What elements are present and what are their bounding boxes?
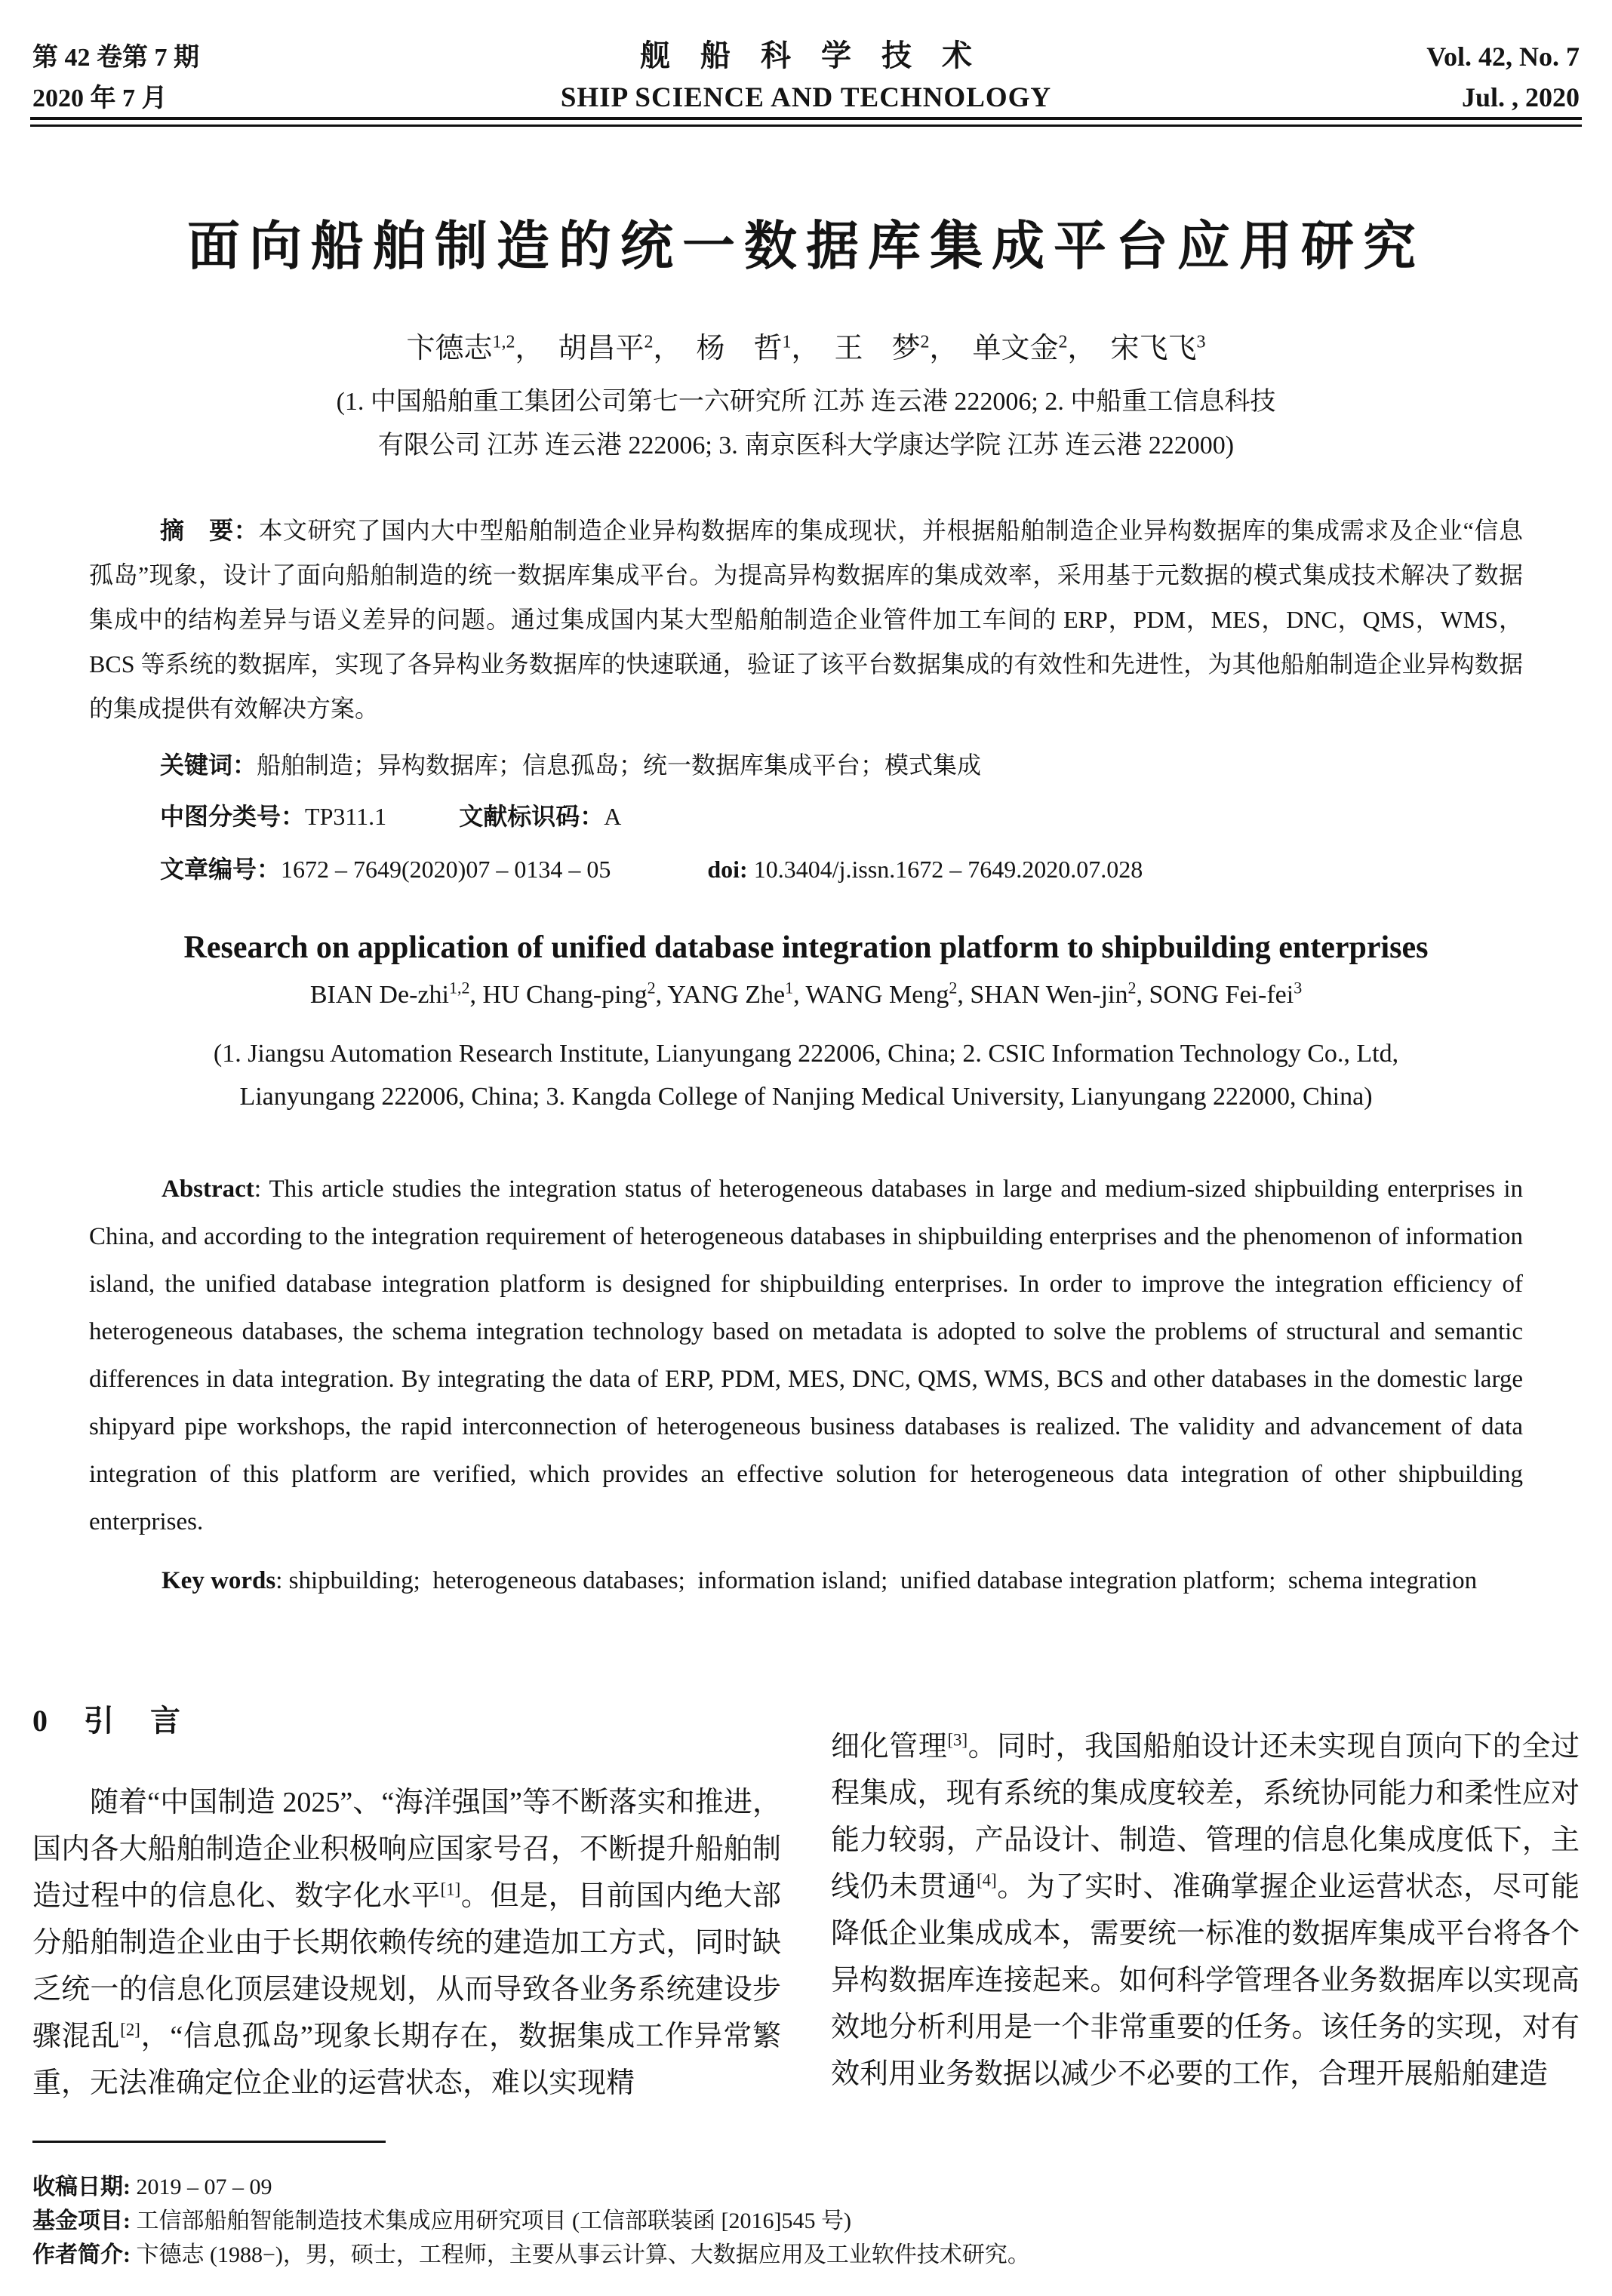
affiliations-en [0,1032,1612,1118]
affiliation-en-line-2: Lianyungang 222006, China; 3. Kangda College of Nanjing Medical University, Lianyungang 222000, China) [239,1083,1373,1111]
intro-column-right [831,1723,1580,2098]
journal-name-en: SHIP SCIENCE AND TECHNOLOGY [560,82,1052,113]
intro-paragraph-right: 细化管理[3]。同时，我国船舶设计还未实现自顶向下的全过程集成，现有系统的集成度较差，系统协同能力和柔性应对能力较弱，产品设计、制造、管理的信息化集成度低下，主线仍未贯通[4]。为了实时、准确掌握企业运营状态，尽可能降低企业集成成本，需要统一标准的数据库集成平台将各个异构数据库连接起来。如何科学管理各业务数据库以实现高效地分析利用是一个非常重要的任务。该任务的实现，对有效利用业务数据以减少不必要的工作，合理开展船舶建造 [831,1730,1580,2090]
keywords-cn: 关键词：船舶制造；异构数据库；信息孤岛；统一数据库集成平台；模式集成 [160,752,982,779]
volume-info-en: Vol. 42, No. 7 [1426,41,1580,72]
page-footnotes [32,2170,1580,2272]
issue-date-cn: 2020 年 7 月 [32,85,168,112]
received-date-line: 收稿日期: 2019 – 07 – 09 [32,2175,272,2199]
authors-cn: 卞德志$^{1,2}$， 胡昌平$^2$， 杨 哲$^1$， 王 梦$^2$， 单文金$^2$， 宋飞飞$^3$ [406,332,1206,364]
article-title-cn: 面向船舶制造的统一数据库集成平台应用研究 [187,218,1425,276]
issue-date-en: Jul. , 2020 [1461,82,1580,112]
article-title-en: Research on application of unified database integration platform to shipbuilding enterprises [183,930,1429,965]
abstract-en: Abstract: This article studies the integration status of heterogeneous databases in large and medium-sized shipbuilding enterprises in China, and according to the integration requirement of heterogeneous databases in shipbuilding enterprises and the phenomenon of information island, the unified database integration platform is designed for shipbuilding enterprises. In order to improve the integration efficiency of heterogeneous databases, the schema integration technology based on metadata is adopted to solve the problems of structural and semantic differences in data integration. By integrating the data of ERP, PDM, MES, DNC, QMS, WMS, BCS and other databases in the domestic large shipyard pipe workshops, the rapid interconnection of heterogeneous business databases is realized. The validity and advancement of data integration of this platform are verified, which provides an effective solution for heterogeneous data integration of other shipbuilding enterprises. [89,1176,1523,1535]
author-bio-line: 作者简介: 卞德志 (1988−)，男，硕士，工程师，主要从事云计算、大数据应用及工业软件技术研究。 [32,2242,1030,2267]
affiliations-cn [0,380,1612,468]
authors-en: BIAN De-zhi$^{1,2}$, HU Chang-ping$^2$, YANG Zhe$^1$, WANG Meng$^2$, SHAN Wen-jin$^2$, SONG Fei-fei$^3$ [309,978,1303,1009]
journal-name-cn: 舰 船 科 学 技 术 [639,38,972,72]
header-divider [30,117,1582,127]
intro-paragraph-left: 随着“中国制造 2025”、“海洋强国”等不断落实和推进，国内各大船舶制造企业积极响应国家号召，不断提升船舶制造过程中的信息化、数字化水平[1]。但是，目前国内绝大部分船舶制造企业由于长期依赖传统的建造加工方式，同时缺乏统一的信息化顶层建设规划，从而导致各业务系统建设步骤混乱[2]，“信息孤岛”现象长期存在，数据集成工作异常繁重，无法准确定位企业的运营状态，难以实现精 [32,1787,781,2099]
affiliation-cn-line-1: (1. 中国船舶重工集团公司第七一六研究所 江苏 连云港 222006; 2. 中船重工信息科技 [336,388,1276,416]
abstract-cn: 摘 要：本文研究了国内大中型船舶制造企业异构数据库的集成现状，并根据船舶制造企业异构数据库的集成需求及企业“信息孤岛”现象，设计了面向船舶制造的统一数据库集成平台。为提高异构数据库的集成效率，采用基于元数据的模式集成技术解决了数据集成中的结构差异与语义差异的问题。通过集成国内某大型船舶制造企业管件加工车间的 ERP，PDM，MES，DNC，QMS，WMS，BCS 等系统的数据库，实现了各异构业务数据库的快速联通，验证了该平台数据集成的有效性和先进性，为其他船舶制造企业异构数据的集成提供有效解决方案。 [89,517,1523,722]
affiliation-en-line-1: (1. Jiangsu Automation Research Institute, Lianyungang 222006, China; 2. CSIC Information Technology Co., Ltd, [213,1040,1399,1068]
journal-header-row-1 [32,32,1580,75]
issue-info-cn: 第 42 卷第 7 期 [32,44,199,72]
footnote-divider [32,2141,386,2143]
intro-column-left [32,1698,781,2107]
journal-header-row-2 [32,77,1580,114]
section-0-heading: 0 引 言 [32,1704,183,1738]
keywords-en: Key words: shipbuilding; heterogeneous databases; information island; unified database integration platform; schema integration [162,1567,1478,1594]
affiliation-cn-line-2: 有限公司 江苏 连云港 222006; 3. 南京医科大学康达学院 江苏 连云港 222000) [377,432,1235,460]
fund-project-line: 基金项目: 工信部船舶智能制造技术集成应用研究项目 (工信部联装函 [2016]545 号) [32,2208,851,2233]
article-number-doi-line: 文章编号：1672 – 7649(2020)07 – 0134 – 05 doi: 10.3404/j.issn.1672 – 7649.2020.07.028 [160,856,1143,883]
clc-number-line: 中图分类号：TP311.1 文献标识码：A [160,803,622,830]
